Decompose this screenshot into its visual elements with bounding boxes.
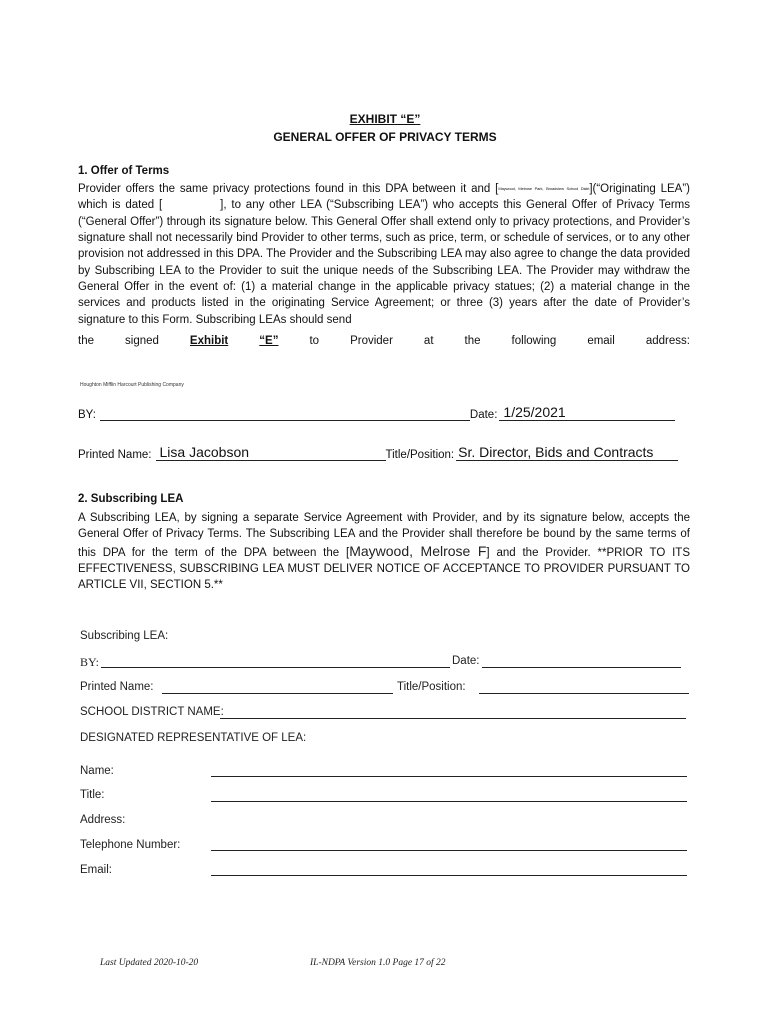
section1-paragraph bbox=[78, 181, 690, 328]
school-district-field[interactable] bbox=[220, 718, 686, 719]
word-exhibit: Exhibit bbox=[189, 335, 229, 347]
word: at bbox=[423, 335, 434, 347]
rep-address-label: Address: bbox=[80, 814, 126, 826]
rep-title-label: Title: bbox=[80, 789, 105, 801]
sub-printed-name-field[interactable] bbox=[162, 693, 393, 694]
provider-title-field[interactable] bbox=[456, 444, 678, 461]
section2-lea-field: Maywood, Melrose F bbox=[349, 542, 487, 559]
sub-title-field[interactable] bbox=[479, 693, 689, 694]
sub-by-label: BY: bbox=[80, 655, 99, 669]
sub-printed-name-label: Printed Name: bbox=[80, 681, 154, 693]
by-label: BY: bbox=[78, 409, 96, 421]
section2-paragraph bbox=[78, 510, 690, 593]
word: email bbox=[587, 335, 615, 347]
provider-printed-name-field[interactable] bbox=[156, 444, 386, 461]
title-position-label: Title/Position: bbox=[385, 449, 455, 461]
section2-text-a: A Subscribing LEA, by signing a separate Service Agreement with Provider, and by its signature below, accepts the General Offer of Privacy Terms. The Subscribing LEA and the Provider shall therefore be bound by the same terms of this DPA for the term of the DPA between the [ bbox=[78, 512, 690, 559]
provider-company-name: Houghton Mifflin Harcourt Publishing Company bbox=[80, 382, 184, 388]
word: signed bbox=[125, 335, 159, 347]
rep-telephone-field[interactable] bbox=[211, 850, 687, 851]
section1-text-b: ](“Originating LEA”) which is dated [ bbox=[78, 183, 691, 212]
section2-heading: 2. Subscribing LEA bbox=[78, 493, 184, 505]
rep-email-field[interactable] bbox=[211, 875, 687, 876]
rep-telephone-label: Telephone Number: bbox=[80, 839, 181, 851]
sub-signature-field[interactable] bbox=[101, 667, 450, 668]
word: to bbox=[309, 335, 320, 347]
subscribing-lea-heading: Subscribing LEA: bbox=[80, 630, 169, 642]
provider-name-row bbox=[78, 444, 678, 461]
sub-date-field[interactable] bbox=[482, 667, 681, 668]
sub-date-label: Date: bbox=[452, 655, 480, 667]
section1-text-a: Provider offers the same privacy protections found in this DPA between it and [ bbox=[78, 183, 499, 196]
printed-name-label: Printed Name: bbox=[78, 449, 152, 461]
provider-printed-name-value: Lisa Jacobson bbox=[159, 444, 250, 460]
rep-title-field[interactable] bbox=[211, 801, 687, 802]
exhibit-subtitle: GENERAL OFFER OF PRIVACY TERMS bbox=[273, 130, 497, 144]
footer-version-page: IL-NDPA Version 1.0 Page 17 of 22 bbox=[310, 958, 446, 968]
designated-rep-label: DESIGNATED REPRESENTATIVE OF LEA: bbox=[80, 732, 307, 744]
section1-text-c: ], to any other LEA (“Subscribing LEA”) who accepts this General Offer of Privacy Terms (“General Offer”) through its signature below. This General Offer shall extend only to privacy protections, and Provider’s signature shall not necessarily bind Provider to other terms, such as price, term, or schedule of services, or to any other provision not addressed in this DPA. The Provider and the Subscribing LEA may also agree to change the data provided by Subscribing LEA to the Provider to suit the unique needs of the Subscribing LEA. The Provider may withdraw the General Offer in the event of: (1) a material change in the applicable privacy statues; (2) a material change in the services and products listed in the originating Service Agreement; or three (3) years after the date of Provider’s signature to this Form. Subscribing LEAs should send bbox=[78, 199, 691, 326]
exhibit-title: EXHIBIT “E” bbox=[349, 112, 421, 126]
provider-title-value: Sr. Director, Bids and Contracts bbox=[458, 444, 654, 460]
word: the bbox=[464, 335, 481, 347]
word: address: bbox=[645, 335, 690, 347]
word: the bbox=[78, 335, 94, 347]
section1-last-line bbox=[78, 333, 690, 349]
word: following bbox=[511, 335, 557, 347]
word-e: “E” bbox=[259, 335, 279, 347]
word: Provider bbox=[350, 335, 393, 347]
date-label: Date: bbox=[469, 409, 498, 421]
provider-signature-field[interactable] bbox=[100, 408, 470, 421]
section1-heading: 1. Offer of Terms bbox=[78, 165, 170, 177]
footer-last-updated: Last Updated 2020-10-20 bbox=[100, 958, 199, 968]
sub-title-label: Title/Position: bbox=[397, 681, 466, 693]
rep-name-field[interactable] bbox=[211, 776, 687, 777]
provider-date-field[interactable] bbox=[499, 404, 675, 421]
originating-lea-field: Maywood, Melrose Park, Broadview School Distri bbox=[498, 186, 590, 191]
provider-date-value: 1/25/2021 bbox=[503, 404, 566, 420]
rep-email-label: Email: bbox=[80, 864, 112, 876]
provider-by-row bbox=[78, 404, 675, 421]
section2-text-b: ] and the Provider. **PRIOR TO ITS EFFECTIVENESS, SUBSCRIBING LEA MUST DELIVER NOTICE OF ACCEPTANCE TO PROVIDER PURSUANT TO ARTICLE VII, SECTION 5.** bbox=[78, 546, 690, 592]
school-district-label: SCHOOL DISTRICT NAME: bbox=[80, 706, 224, 718]
rep-name-label: Name: bbox=[80, 765, 114, 777]
